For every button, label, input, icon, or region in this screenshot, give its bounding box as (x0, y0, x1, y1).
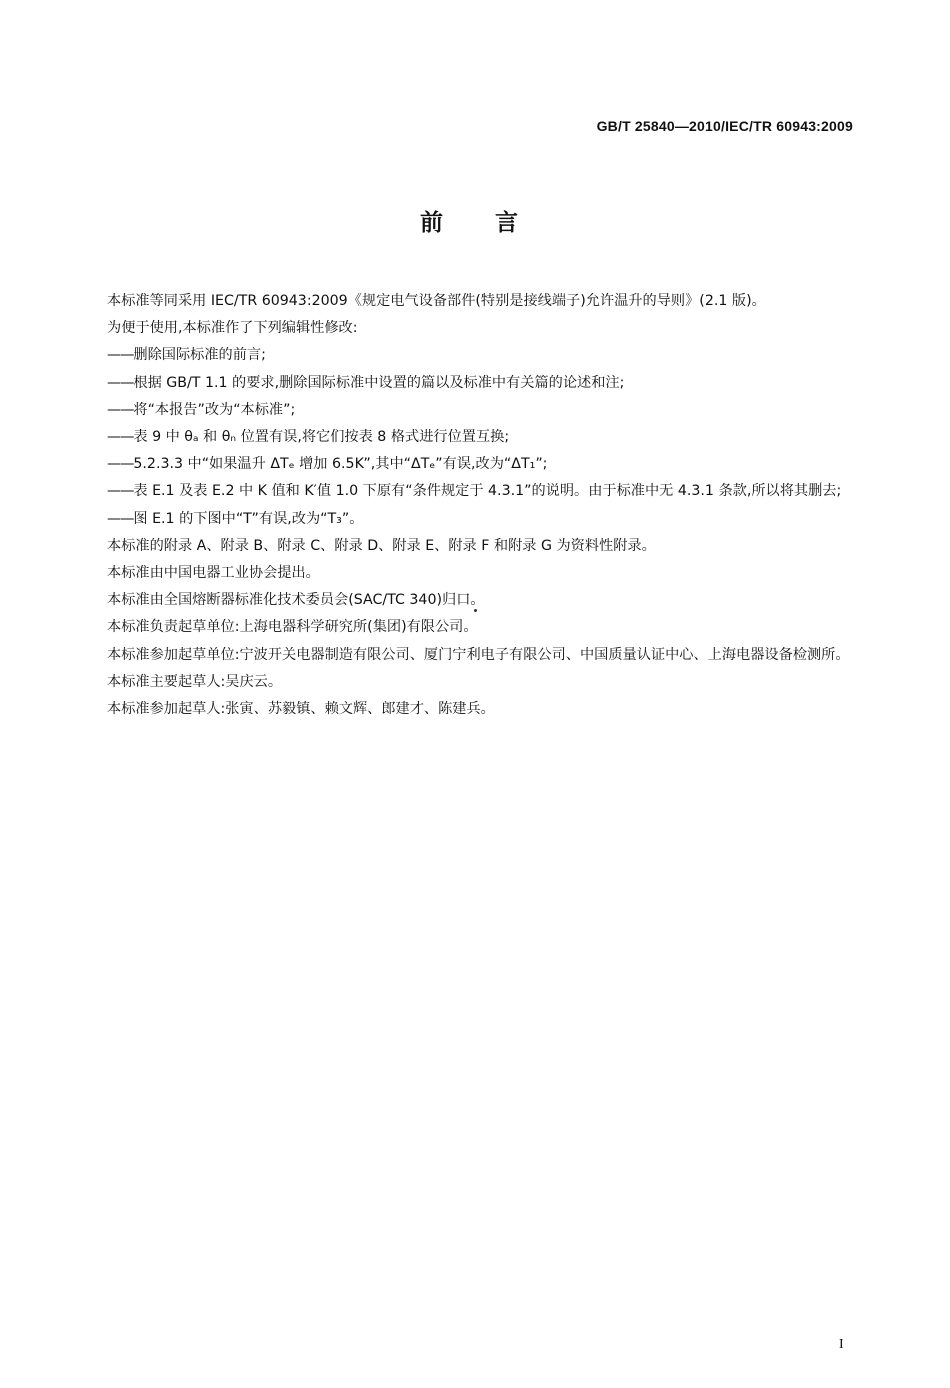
dash: —— (107, 401, 134, 418)
list-item (74, 342, 856, 369)
paragraph-adoption: 本标准等同采用 IEC/TR 60943:2009《规定电气设备部件(特别是接线端子)允许温升的导则》(2.1 版)。 (107, 293, 766, 309)
dash: —— (107, 347, 134, 364)
foreword-body (74, 288, 856, 723)
paragraph-participating-drafters: 本标准参加起草人:张寅、苏毅镇、赖文辉、郎建才、陈建兵。 (107, 701, 495, 718)
dash: —— (107, 456, 134, 473)
paragraph-main-drafter: 本标准主要起草人:吴庆云。 (107, 673, 283, 690)
list-item (74, 478, 856, 505)
paragraph-annexes: 本标准的附录 A、附录 B、附录 C、附录 D、附录 E、附录 F 和附录 G 为资料性附录。 (107, 537, 656, 554)
list-item-text: 删除国际标准的前言; (133, 347, 266, 364)
dash: —— (107, 510, 134, 527)
paragraph-proposer: 本标准由中国电器工业协会提出。 (107, 565, 320, 582)
dash: —— (107, 429, 134, 446)
paragraph-lead-drafter-org: 本标准负责起草单位:上海电器科学研究所(集团)有限公司。 (107, 619, 478, 636)
list-item (74, 370, 856, 397)
list-item-text: 根据 GB/T 1.1 的要求,删除国际标准中设置的篇以及标准中有关篇的论述和注; (133, 374, 625, 391)
page-number: I (839, 1337, 844, 1352)
list-item-text: 表 E.1 及表 E.2 中 K 值和 K′值 1.0 下原有“条件规定于 4.3.1”的说明。由于标准中无 4.3.1 条款,所以将其删去; (133, 483, 842, 500)
list-item-text: 表 9 中 θₐ 和 θₙ 位置有误,将它们按表 8 格式进行位置互换; (133, 429, 510, 446)
dash: —— (107, 483, 134, 500)
standard-code: GB/T 25840—2010/IEC/TR 60943:2009 (596, 118, 853, 134)
paragraph-committee: 本标准由全国熔断器标准化技术委员会(SAC/TC 340)归口。 (107, 592, 485, 609)
dash: —— (107, 374, 134, 391)
scan-speck (474, 609, 477, 612)
list-item-text: 将“本报告”改为“本标准”; (133, 401, 296, 418)
list-item (74, 506, 856, 533)
list-item (74, 451, 856, 478)
paragraph-participating-orgs: 本标准参加起草单位:宁波开关电器制造有限公司、厦门宁利电子有限公司、中国质量认证中心、上海电器设备检测所。 (107, 646, 850, 663)
list-item-text: 图 E.1 的下图中“T”有误,改为“T₃”。 (133, 510, 364, 527)
paragraph-modifications-intro: 为便于使用,本标准作了下列编辑性修改: (107, 320, 358, 337)
page-title: 前言 (420, 210, 570, 236)
list-item-text: 5.2.3.3 中“如果温升 ΔTₑ 增加 6.5K”,其中“ΔTₑ”有误,改为“ΔT₁”; (133, 456, 548, 473)
list-item (74, 397, 856, 424)
list-item (74, 424, 856, 451)
